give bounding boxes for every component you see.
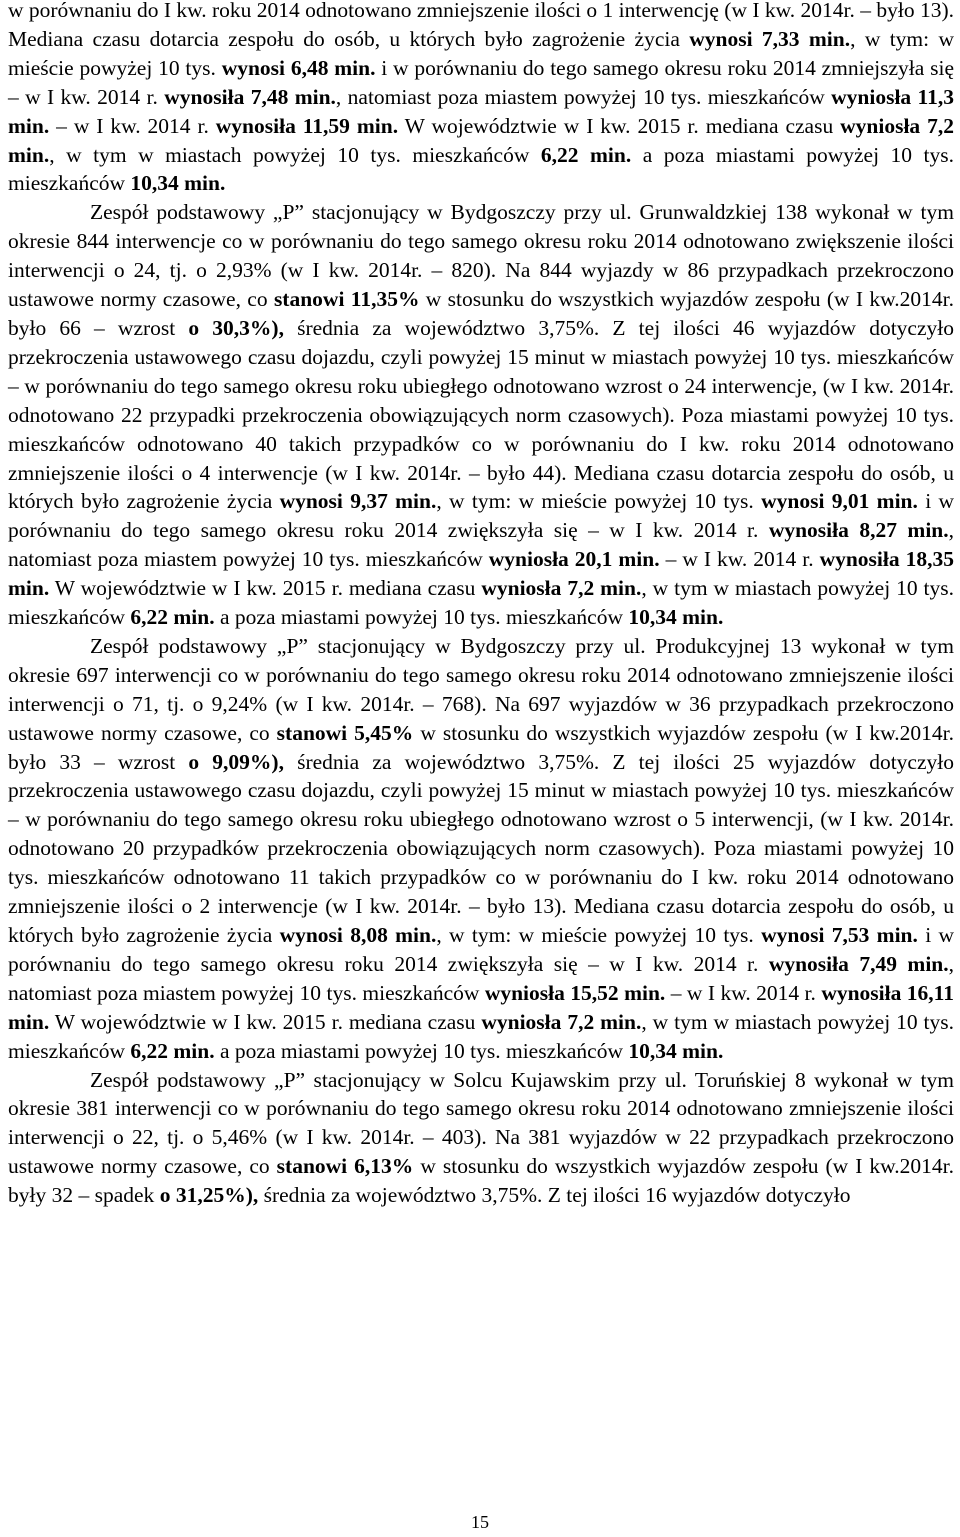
bold-text-run: wynosi 9,37 min. [279, 489, 437, 514]
bold-text-run: 10,34 min. [130, 171, 226, 196]
bold-text-run: o 30,3%), [188, 315, 284, 340]
bold-text-run: wynosi 7,33 min. [689, 26, 851, 51]
bold-text-run: stanowi 6,13% [276, 1154, 414, 1179]
text-run: , natomiast poza miastem powyżej 10 tys. mieszkańców [8, 518, 954, 572]
bold-text-run: wynosiła 11,59 min. [215, 113, 399, 138]
bold-text-run: wynosiła 7,48 min. [164, 84, 336, 109]
bold-text-run: wynosiła 7,49 min. [768, 951, 949, 976]
text-run: , natomiast poza miastem powyżej 10 tys. mieszkańców [8, 951, 954, 1005]
text-run: średnia za województwo 3,75%. Z tej ilości 25 wyjazdów dotyczyło przekroczenia ustawowego czasu dojazdu, czyli powyżej 15 minut w miastach powyżej 10 tys. mieszkańców – w porównaniu do tego samego okresu roku ubiegłego odnotowano wzrost o 5 interwencji, (w I kw. 2014r. odnotowano 20 przypadków przekroczenia obowiązujących norm czasowych). Poza miastami powyżej 10 tys. mieszkańców odnotowano 11 takich przypadków co w porównaniu do I kw. roku 2014 odnotowano zmniejszenie ilości o 2 interwencje (w I kw. 2014r. – było 13). Mediana czasu dotarcia zespołu do osób, u których było zagrożenie życia [8, 749, 954, 947]
text-run: a poza miastami powyżej 10 tys. mieszkańców [214, 1038, 629, 1063]
bold-text-run: stanowi 11,35% [273, 287, 420, 312]
paragraph-1 [8, 0, 954, 198]
bold-text-run: wynosiła 8,27 min. [768, 518, 949, 543]
bold-text-run: wynosiła 16,11 min. [8, 980, 954, 1034]
text-run: w porównaniu do I kw. roku 2014 odnotowano zmniejszenie ilości o 1 interwencję (w I kw. 2014r. – było 13). Mediana czasu dotarcia zespołu do osób, u których było zagrożenie życia [8, 0, 955, 51]
bold-text-run: wyniosła 15,52 min. [484, 980, 666, 1005]
text-run: , natomiast poza miastem powyżej 10 tys. mieszkańców [335, 84, 832, 109]
text-run: i w porównaniu do tego samego okresu roku 2014 zwiększyła się – w I kw. 2014 r. [8, 489, 954, 543]
bold-text-run: 10,34 min. [628, 605, 724, 630]
paragraph-3 [8, 632, 954, 1066]
text-run: , w tym: w mieście powyżej 10 tys. [436, 923, 762, 947]
text-run: Zespół podstawowy „P” stacjonujący w Solcu Kujawskim przy ul. Toruńskiej 8 wykonał w tym okresie 381 interwencji co w porównaniu do tego samego okresu roku 2014 odnotowano zmniejszenie ilości interwencji o 22, tj. o 5,46% (w I kw. 2014r. – 403). Na 381 wyjazdów w 22 przypadkach przekroczono ustawowe normy czasowe, co [8, 1067, 954, 1179]
bold-text-run: wynosi 9,01 min. [761, 489, 918, 514]
bold-text-run: 6,22 min. [130, 605, 215, 630]
bold-text-run: o 31,25%), [159, 1183, 259, 1208]
text-run: , w tym w miastach powyżej 10 tys. mieszkańców [8, 1009, 955, 1063]
text-run: a poza miastami powyżej 10 tys. mieszkańców [8, 142, 955, 196]
page-number: 15 [471, 1512, 489, 1532]
bold-text-run: wyniosła 7,2 min. [481, 1009, 642, 1034]
text-run: a poza miastami powyżej 10 tys. mieszkańców [214, 605, 629, 630]
text-run: w stosunku do wszystkich wyjazdów zespołu (w I kw.2014r. było 33 – wzrost [8, 720, 954, 774]
text-run: , w tym: w mieście powyżej 10 tys. [436, 489, 762, 514]
bold-text-run: 6,22 min. [540, 142, 632, 167]
text-run: W województwie w I kw. 2015 r. mediana czasu [49, 1009, 482, 1034]
bold-text-run: stanowi 5,45% [276, 720, 414, 745]
paragraph-4 [8, 1066, 954, 1211]
text-run: – w I kw. 2014 r. [665, 980, 822, 1005]
text-run: Zespół podstawowy „P” stacjonujący w Bydgoszczy przy ul. Grunwaldzkiej 138 wykonał w tym okresie 844 interwencje co w porównaniu do tego samego okresu roku 2014 odnotowano zwiększenie ilości interwencji o 24, tj. o 2,93% (w I kw. 2014r. – 820). Na 844 wyjazdy w 86 przypadkach przekroczono ustawowe normy czasowe, co [8, 200, 954, 312]
bold-text-run: wynosi 7,53 min. [761, 923, 918, 947]
text-run: , w tym: w mieście powyżej 10 tys. [8, 26, 954, 80]
bold-text-run: o 9,09%), [188, 749, 284, 774]
bold-text-run: wynosi 6,48 min. [221, 55, 376, 80]
text-run: – w I kw. 2014 r. [659, 547, 820, 572]
bold-text-run: wyniosła 7,2 min. [481, 576, 642, 601]
bold-text-run: wynosi 8,08 min. [279, 923, 437, 947]
text-run: Zespół podstawowy „P” stacjonujący w Bydgoszczy przy ul. Produkcyjnej 13 wykonał w tym okresie 697 interwencji co w porównaniu do tego samego okresu roku 2014 odnotowano zmniejszenie ilości interwencji o 71, tj. o 9,24% (w I kw. 2014r. – 768). Na 697 wyjazdów w 36 przypadkach przekroczono ustawowe normy czasowe, co [8, 633, 954, 745]
text-run: i w porównaniu do tego samego okresu roku 2014 zmniejszyła się – w I kw. 2014 r. [8, 55, 954, 109]
bold-text-run: wyniosła 7,2 min. [8, 113, 954, 167]
document-body [8, 0, 954, 1210]
text-run: średnia za województwo 3,75%. Z tej ilości 46 wyjazdów dotyczyło przekroczenia ustawowego czasu dojazdu, czyli powyżej 15 minut w miastach powyżej 10 tys. mieszkańców – w porównaniu do tego samego okresu roku ubiegłego odnotowano wzrost o 24 interwencje, (w I kw. 2014r. odnotowano 22 przypadki przekroczenia obowiązujących norm czasowych). Poza miastami powyżej 10 tys. mieszkańców odnotowano 40 takich przypadków co w porównaniu do I kw. roku 2014 odnotowano zmniejszenie ilości o 4 interwencje (w I kw. 2014r. – było 44). Mediana czasu dotarcia zespołu do osób, u których było zagrożenie życia [8, 315, 954, 514]
bold-text-run: 6,22 min. [130, 1038, 215, 1063]
text-run: w stosunku do wszystkich wyjazdów zespołu (w I kw.2014r. były 32 – spadek [8, 1154, 954, 1208]
text-run: średnia za województwo 3,75%. Z tej ilości 16 wyjazdów dotyczyło [258, 1183, 851, 1208]
paragraph-2 [8, 198, 954, 632]
text-run: , w tym w miastach powyżej 10 tys. mieszkańców [8, 576, 955, 630]
text-run: , w tym w miastach powyżej 10 tys. mieszkańców [49, 142, 541, 167]
bold-text-run: 10,34 min. [628, 1038, 724, 1063]
bold-text-run: wyniosła 20,1 min. [488, 547, 660, 572]
text-run: i w porównaniu do tego samego okresu roku 2014 zwiększyła się – w I kw. 2014 r. [8, 923, 954, 976]
text-run: – w I kw. 2014 r. [49, 113, 216, 138]
text-run: W województwie w I kw. 2015 r. mediana czasu [49, 576, 482, 601]
text-run: W województwie w I kw. 2015 r. mediana czasu [398, 113, 841, 138]
bold-text-run: wyniosła 11,3 min. [8, 84, 954, 138]
bold-text-run: wynosiła 18,35 min. [8, 547, 954, 601]
text-run: w stosunku do wszystkich wyjazdów zespołu (w I kw.2014r. było 66 – wzrost [8, 287, 954, 340]
